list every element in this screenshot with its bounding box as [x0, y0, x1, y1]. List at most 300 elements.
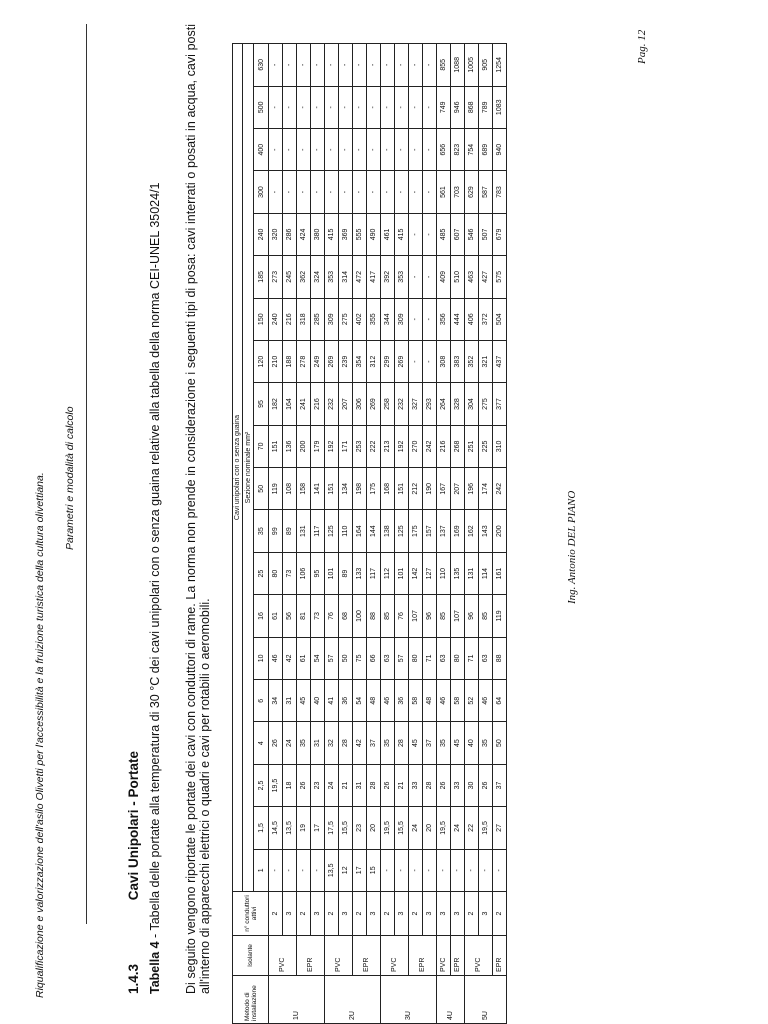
cell-portata: 88 [367, 595, 381, 637]
cell-portata: 946 [451, 86, 465, 128]
cell-portata: 168 [381, 468, 395, 510]
cell-portata: 212 [409, 468, 423, 510]
cell-portata: 21 [395, 764, 409, 806]
cell-portata: 50 [339, 637, 353, 679]
cell-portata: 273 [269, 256, 283, 298]
cell-portata: - [395, 44, 409, 87]
cell-portata: 1254 [493, 44, 507, 87]
cell-portata: 352 [465, 340, 479, 382]
cell-portata: 117 [367, 552, 381, 594]
cell-portata: 242 [493, 468, 507, 510]
cell-portata: - [409, 44, 423, 87]
cell-portata: 607 [451, 213, 465, 255]
cell-portata: 192 [395, 425, 409, 467]
cell-portata: - [451, 849, 465, 891]
cell-portata: - [423, 44, 437, 87]
cell-portata: 151 [325, 468, 339, 510]
cell-portata: 99 [269, 510, 283, 552]
cell-portata: 444 [451, 298, 465, 340]
cell-portata: - [311, 128, 325, 170]
cell-portata: 81 [297, 595, 311, 637]
cell-portata: 629 [465, 171, 479, 213]
cell-portata: 310 [493, 425, 507, 467]
cell-portata: - [409, 213, 423, 255]
cell-portata: 52 [465, 680, 479, 722]
cell-portata: 555 [353, 213, 367, 255]
cell-portata: 136 [283, 425, 297, 467]
cell-portata: 353 [325, 256, 339, 298]
cell-portata: 285 [311, 298, 325, 340]
cell-portata: 472 [353, 256, 367, 298]
cell-portata: - [381, 86, 395, 128]
cell-portata: - [325, 128, 339, 170]
header-conduttori: n° conduttori attivi [233, 892, 269, 936]
cell-portata: - [409, 298, 423, 340]
cell-portata: 23 [353, 807, 367, 849]
cell-portata: 63 [437, 637, 451, 679]
cell-portata: 406 [465, 298, 479, 340]
cell-portata: 108 [283, 468, 297, 510]
cell-portata: 36 [339, 680, 353, 722]
cell-portata: 143 [479, 510, 493, 552]
cell-portata: - [339, 44, 353, 87]
cell-portata: 415 [395, 213, 409, 255]
cell-portata: 48 [367, 680, 381, 722]
cell-portata: 141 [311, 468, 325, 510]
cell-portata: 656 [437, 128, 451, 170]
table-container [232, 44, 507, 1024]
cell-portata: 258 [381, 383, 395, 425]
cell-portata: 402 [353, 298, 367, 340]
header-metodo: Metodo di installazione [233, 976, 269, 1024]
cell-portata: 169 [451, 510, 465, 552]
header-section-size: 185 [254, 256, 269, 298]
table-row [325, 44, 339, 1024]
cell-portata: 28 [339, 722, 353, 764]
cell-portata: - [465, 849, 479, 891]
cell-portata: - [269, 128, 283, 170]
cell-portata: - [437, 849, 451, 891]
table-row [423, 44, 437, 1024]
cell-portata: 24 [283, 722, 297, 764]
header-section-size: 4 [254, 722, 269, 764]
cell-conduttori: 2 [297, 892, 311, 936]
cell-portata: 71 [465, 637, 479, 679]
cell-portata: 679 [493, 213, 507, 255]
cell-portata: - [283, 849, 297, 891]
cell-conduttori: 3 [367, 892, 381, 936]
cell-isolante: PVC [381, 936, 409, 976]
cell-portata: - [339, 128, 353, 170]
cell-portata: 328 [451, 383, 465, 425]
header-section-size: 300 [254, 171, 269, 213]
cell-portata: 46 [269, 637, 283, 679]
cell-portata: 31 [353, 764, 367, 806]
header-group: Cavi unipolari con o senza guaina [233, 44, 243, 892]
section-title: Cavi Unipolari - Portate [126, 750, 141, 901]
cell-portata: 355 [367, 298, 381, 340]
cell-portata: 20 [423, 807, 437, 849]
cell-portata: 48 [423, 680, 437, 722]
cell-portata: 321 [479, 340, 493, 382]
cell-portata: - [367, 86, 381, 128]
cell-portata: 225 [479, 425, 493, 467]
cell-portata: - [269, 86, 283, 128]
cell-isolante: EPR [409, 936, 437, 976]
header-isolante: Isolante [233, 936, 269, 976]
cell-portata: 26 [437, 764, 451, 806]
cell-portata: - [409, 171, 423, 213]
cell-isolante: EPR [451, 936, 465, 976]
cell-portata: 353 [395, 256, 409, 298]
header-section-size: 6 [254, 680, 269, 722]
cell-portata: - [367, 128, 381, 170]
cell-portata: 37 [423, 722, 437, 764]
cell-portata: 28 [395, 722, 409, 764]
cell-portata: - [311, 44, 325, 87]
cell-portata: 144 [367, 510, 381, 552]
cell-portata: 20 [367, 807, 381, 849]
cell-portata: 188 [283, 340, 297, 382]
cell-portata: 377 [493, 383, 507, 425]
cell-portata: 232 [395, 383, 409, 425]
cell-portata: 161 [493, 552, 507, 594]
portate-table [232, 43, 507, 1024]
cell-portata: 24 [409, 807, 423, 849]
cell-portata: 356 [437, 298, 451, 340]
cell-portata: - [423, 171, 437, 213]
cell-portata: - [325, 171, 339, 213]
cell-portata: - [339, 171, 353, 213]
document-header-title: Riqualificazione e valorizzazione dell'asilo Olivetti per l'accessibilità e la fruizione turistica della cultura olivettiana. [34, 472, 46, 998]
cell-portata: 151 [395, 468, 409, 510]
cell-portata: 107 [451, 595, 465, 637]
cell-portata: 13,5 [283, 807, 297, 849]
cell-portata: 198 [353, 468, 367, 510]
cell-portata: 24 [325, 764, 339, 806]
cell-portata: 41 [325, 680, 339, 722]
table-row [465, 44, 479, 1024]
header-section-size: 10 [254, 637, 269, 679]
cell-portata: 312 [367, 340, 381, 382]
cell-portata: - [353, 86, 367, 128]
cell-portata: 703 [451, 171, 465, 213]
cell-portata: 278 [297, 340, 311, 382]
cell-portata: 427 [479, 256, 493, 298]
caption-text: - Tabella delle portate alla temperatura di 30 °C dei cavi unipolari con o senza guaina relative alla tabella della norma CEI-UNEL 35024/1 [148, 182, 162, 938]
cell-portata: 175 [367, 468, 381, 510]
cell-portata: 308 [437, 340, 451, 382]
cell-portata: 309 [395, 298, 409, 340]
header-section-size: 1,5 [254, 807, 269, 849]
cell-portata: 68 [339, 595, 353, 637]
cell-portata: 158 [297, 468, 311, 510]
cell-portata: 1088 [451, 44, 465, 87]
table-row [353, 44, 367, 1024]
cell-portata: - [325, 86, 339, 128]
cell-portata: 409 [437, 256, 451, 298]
cell-portata: 222 [367, 425, 381, 467]
header-section-size: 70 [254, 425, 269, 467]
cell-portata: 546 [465, 213, 479, 255]
cell-portata: 76 [325, 595, 339, 637]
cell-portata: 45 [409, 722, 423, 764]
cell-portata: 22 [465, 807, 479, 849]
cell-portata: 463 [465, 256, 479, 298]
cell-portata: - [409, 849, 423, 891]
cell-portata: 112 [381, 552, 395, 594]
cell-portata: 88 [493, 637, 507, 679]
header-section-size: 400 [254, 128, 269, 170]
cell-portata: 417 [367, 256, 381, 298]
header-section-size: 2,5 [254, 764, 269, 806]
cell-portata: 85 [479, 595, 493, 637]
cell-conduttori: 3 [311, 892, 325, 936]
table-row [409, 44, 423, 1024]
header-section-size: 50 [254, 468, 269, 510]
cell-portata: 119 [269, 468, 283, 510]
cell-conduttori: 3 [451, 892, 465, 936]
cell-portata: 66 [367, 637, 381, 679]
cell-portata: 75 [353, 637, 367, 679]
cell-portata: - [269, 44, 283, 87]
cell-portata: 268 [451, 425, 465, 467]
cell-portata: 242 [423, 425, 437, 467]
cell-portata: 216 [437, 425, 451, 467]
cell-portata: 23 [311, 764, 325, 806]
cell-portata: 42 [353, 722, 367, 764]
cell-portata: 110 [339, 510, 353, 552]
cell-portata: 119 [493, 595, 507, 637]
cell-portata: 76 [395, 595, 409, 637]
cell-portata: 40 [465, 722, 479, 764]
cell-portata: - [367, 171, 381, 213]
cell-portata: 251 [465, 425, 479, 467]
cell-portata: - [311, 171, 325, 213]
document-header-subtitle: Parametri e modalità di calcolo [64, 406, 76, 550]
cell-portata: 314 [339, 256, 353, 298]
header-section-size: 25 [254, 552, 269, 594]
cell-portata: 275 [339, 298, 353, 340]
header-section-size: 95 [254, 383, 269, 425]
cell-portata: 61 [269, 595, 283, 637]
cell-portata: 37 [493, 764, 507, 806]
cell-portata: 31 [311, 722, 325, 764]
cell-portata: 26 [269, 722, 283, 764]
cell-portata: 510 [451, 256, 465, 298]
cell-portata: 40 [311, 680, 325, 722]
cell-portata: 507 [479, 213, 493, 255]
table-row [367, 44, 381, 1024]
cell-portata: 137 [437, 510, 451, 552]
cell-portata: 31 [283, 680, 297, 722]
cell-portata: 392 [381, 256, 395, 298]
cell-portata: 135 [451, 552, 465, 594]
cell-portata: - [297, 128, 311, 170]
section-heading [126, 751, 141, 994]
cell-conduttori: 3 [395, 892, 409, 936]
cell-portata: 192 [325, 425, 339, 467]
cell-portata: 240 [269, 298, 283, 340]
cell-portata: - [395, 86, 409, 128]
cell-portata: 213 [381, 425, 395, 467]
cell-portata: 85 [437, 595, 451, 637]
cell-portata: - [297, 849, 311, 891]
cell-portata: 127 [423, 552, 437, 594]
cell-portata: - [283, 128, 297, 170]
cell-portata: 110 [437, 552, 451, 594]
cell-portata: 380 [311, 213, 325, 255]
table-row [339, 44, 353, 1024]
cell-portata: 383 [451, 340, 465, 382]
cell-portata: - [297, 171, 311, 213]
cell-portata: 19 [297, 807, 311, 849]
cell-portata: 142 [409, 552, 423, 594]
cell-portata: 117 [311, 510, 325, 552]
cell-portata: 73 [283, 552, 297, 594]
cell-portata: 270 [409, 425, 423, 467]
cell-conduttori: 2 [493, 892, 507, 936]
cell-portata: - [423, 298, 437, 340]
cell-isolante: PVC [465, 936, 493, 976]
cell-portata: 63 [479, 637, 493, 679]
cell-portata: 369 [339, 213, 353, 255]
cell-portata: 320 [269, 213, 283, 255]
cell-isolante: EPR [353, 936, 381, 976]
cell-portata: - [297, 86, 311, 128]
cell-conduttori: 2 [325, 892, 339, 936]
cell-portata: 57 [395, 637, 409, 679]
header-section-size: 35 [254, 510, 269, 552]
cell-portata: 15,5 [339, 807, 353, 849]
cell-portata: 232 [325, 383, 339, 425]
cell-portata: - [381, 128, 395, 170]
caption-label: Tabella 4 [148, 941, 162, 994]
header-divider [86, 24, 87, 924]
section-number: 1.4.3 [126, 963, 141, 994]
header-section-size: 630 [254, 44, 269, 87]
cell-portata: 46 [381, 680, 395, 722]
cell-portata: 101 [325, 552, 339, 594]
cell-portata: 196 [465, 468, 479, 510]
cell-portata: 19,5 [437, 807, 451, 849]
cell-portata: - [269, 849, 283, 891]
cell-portata: 35 [297, 722, 311, 764]
cell-portata: 575 [493, 256, 507, 298]
footer-author: Ing. Antonio DEL PIANO [566, 490, 578, 604]
cell-portata: - [423, 340, 437, 382]
cell-portata: - [353, 171, 367, 213]
cell-portata: 32 [325, 722, 339, 764]
cell-conduttori: 3 [423, 892, 437, 936]
cell-portata: 167 [437, 468, 451, 510]
cell-isolante: EPR [297, 936, 325, 976]
header-sezione: Sezione nominale mm² [243, 44, 254, 892]
cell-portata: 96 [423, 595, 437, 637]
cell-portata: - [269, 171, 283, 213]
cell-portata: 54 [311, 637, 325, 679]
cell-portata: 344 [381, 298, 395, 340]
cell-portata: 207 [451, 468, 465, 510]
cell-portata: - [311, 86, 325, 128]
cell-portata: - [339, 86, 353, 128]
cell-portata: 424 [297, 213, 311, 255]
cell-portata: 868 [465, 86, 479, 128]
cell-portata: - [381, 171, 395, 213]
cell-portata: - [283, 86, 297, 128]
cell-portata: 171 [339, 425, 353, 467]
cell-portata: 24 [451, 807, 465, 849]
cell-portata: 42 [283, 637, 297, 679]
cell-portata: - [367, 44, 381, 87]
cell-portata: 1083 [493, 86, 507, 128]
cell-portata: 12 [339, 849, 353, 891]
table-row [283, 44, 297, 1024]
cell-portata: 15,5 [395, 807, 409, 849]
cell-portata: 286 [283, 213, 297, 255]
cell-portata: 179 [311, 425, 325, 467]
cell-metodo: 3U [381, 976, 437, 1024]
cell-portata: 26 [297, 764, 311, 806]
cell-portata: 33 [451, 764, 465, 806]
cell-portata: 306 [353, 383, 367, 425]
cell-portata: 164 [283, 383, 297, 425]
cell-portata: 207 [339, 383, 353, 425]
cell-portata: - [381, 849, 395, 891]
cell-portata: - [493, 849, 507, 891]
cell-portata: 13,5 [325, 849, 339, 891]
cell-portata: - [395, 128, 409, 170]
cell-portata: 96 [465, 595, 479, 637]
cell-conduttori: 2 [409, 892, 423, 936]
cell-portata: 37 [367, 722, 381, 764]
table-row [437, 44, 451, 1024]
cell-portata: 372 [479, 298, 493, 340]
cell-portata: 26 [479, 764, 493, 806]
cell-portata: 1005 [465, 44, 479, 87]
cell-portata: - [479, 849, 493, 891]
cell-portata: 33 [409, 764, 423, 806]
cell-portata: 58 [409, 680, 423, 722]
cell-portata: - [297, 44, 311, 87]
cell-portata: 239 [339, 340, 353, 382]
cell-portata: 56 [283, 595, 297, 637]
cell-portata: - [395, 849, 409, 891]
cell-portata: - [283, 171, 297, 213]
cell-portata: 64 [493, 680, 507, 722]
cell-portata: 133 [353, 552, 367, 594]
cell-portata: 210 [269, 340, 283, 382]
cell-portata: - [395, 171, 409, 213]
cell-portata: 46 [437, 680, 451, 722]
cell-portata: 18 [283, 764, 297, 806]
cell-portata: 754 [465, 128, 479, 170]
cell-portata: 437 [493, 340, 507, 382]
cell-portata: 855 [437, 44, 451, 87]
cell-portata: 28 [367, 764, 381, 806]
cell-portata: 89 [283, 510, 297, 552]
cell-portata: 269 [325, 340, 339, 382]
cell-portata: 241 [297, 383, 311, 425]
cell-portata: 45 [451, 722, 465, 764]
cell-portata: 253 [353, 425, 367, 467]
cell-portata: 114 [479, 552, 493, 594]
cell-portata: 783 [493, 171, 507, 213]
header-section-size: 240 [254, 213, 269, 255]
cell-portata: 689 [479, 128, 493, 170]
cell-conduttori: 2 [465, 892, 479, 936]
cell-portata: 14,5 [269, 807, 283, 849]
